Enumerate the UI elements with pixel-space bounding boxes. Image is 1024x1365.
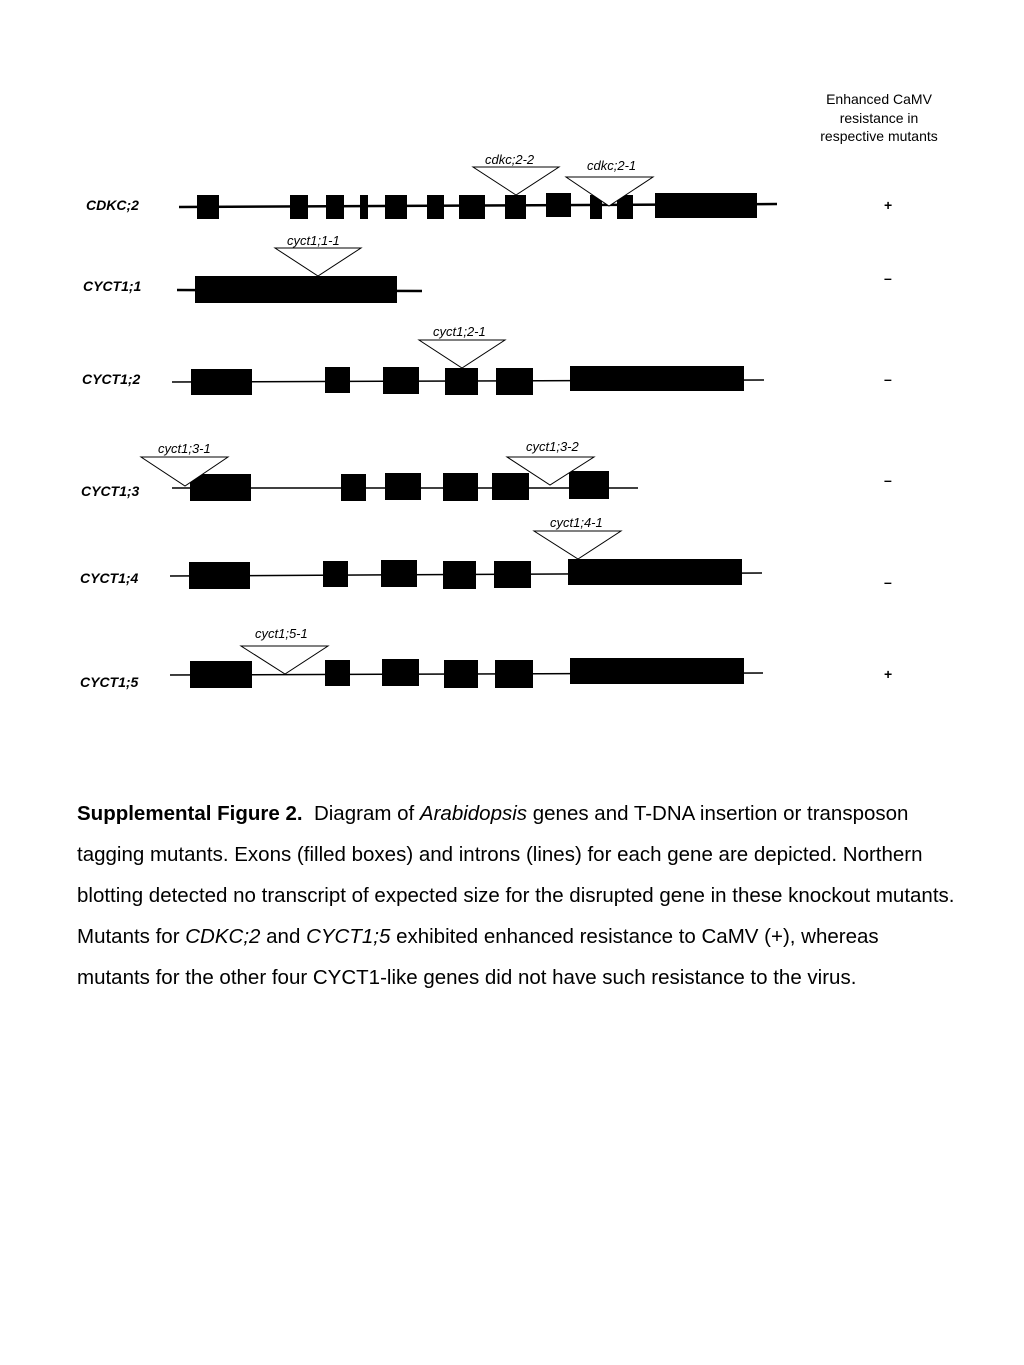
resistance-header-line: Enhanced CaMV bbox=[826, 91, 932, 107]
gene-row-cyct1-4 bbox=[80, 515, 892, 590]
gene-label: CDKC;2 bbox=[86, 197, 139, 213]
insertion-triangle bbox=[275, 248, 361, 276]
resistance-mark: – bbox=[884, 472, 892, 488]
exon-box bbox=[459, 195, 485, 219]
exon-box bbox=[195, 276, 397, 303]
gene-row-cyct1-5 bbox=[80, 626, 892, 690]
exon-box bbox=[325, 367, 350, 393]
exon-box bbox=[197, 195, 219, 219]
insertion-triangle bbox=[419, 340, 505, 368]
gene-row-cdkc2 bbox=[86, 152, 892, 219]
exon-box bbox=[495, 660, 533, 688]
exon-box bbox=[190, 661, 252, 688]
caption-title: Supplemental Figure 2. bbox=[77, 802, 303, 825]
exon-box bbox=[445, 368, 478, 395]
resistance-mark: + bbox=[884, 197, 893, 213]
exon-box bbox=[383, 367, 419, 394]
exon-box bbox=[570, 658, 744, 684]
exon-box bbox=[191, 369, 252, 395]
exon-box bbox=[443, 561, 476, 589]
gene-label: CYCT1;5 bbox=[80, 674, 139, 690]
gene-row-cyct1-2 bbox=[82, 324, 892, 395]
gene-row-cyct1-3 bbox=[81, 439, 892, 501]
caption-species: Arabidopsis bbox=[419, 802, 528, 825]
resistance-header-line: respective mutants bbox=[820, 128, 938, 144]
insertion-triangle bbox=[566, 177, 653, 206]
exon-box bbox=[546, 193, 571, 217]
insertion-triangle bbox=[534, 531, 621, 559]
exon-box bbox=[443, 473, 478, 501]
exon-box bbox=[190, 474, 251, 501]
exon-box bbox=[360, 195, 368, 219]
caption-text: and bbox=[266, 925, 301, 948]
insertion-triangle bbox=[241, 646, 328, 674]
exon-box bbox=[189, 562, 250, 589]
exon-box bbox=[382, 659, 419, 686]
exon-box bbox=[568, 559, 742, 585]
gene-row-cyct1-1 bbox=[83, 233, 892, 303]
exon-box bbox=[341, 474, 366, 501]
exon-box bbox=[381, 560, 417, 587]
mutant-label: cdkc;2-1 bbox=[587, 158, 637, 173]
insertion-triangle bbox=[473, 167, 559, 195]
exon-box bbox=[427, 195, 444, 219]
resistance-mark: – bbox=[884, 371, 892, 387]
exon-box bbox=[444, 660, 478, 688]
mutant-label: cyct1;1-1 bbox=[287, 233, 340, 248]
caption-text: genes and T-DNA insertion or transposon tagging mutants. Exons (filled boxes) and introns (lines) for each gene are depicted. Northern blotting detected no transcript of expected size for the disrupted gene in these knockout mutants. Mutants for bbox=[77, 802, 955, 948]
caption-gene: CDKC;2 bbox=[185, 925, 261, 948]
mutant-label: cyct1;4-1 bbox=[550, 515, 603, 530]
exon-box bbox=[492, 473, 529, 500]
exon-box bbox=[385, 473, 421, 500]
exon-box bbox=[325, 660, 350, 686]
exon-box bbox=[326, 195, 344, 219]
exon-box bbox=[385, 195, 407, 219]
gene-label: CYCT1;4 bbox=[80, 570, 139, 586]
gene-label: CYCT1;3 bbox=[81, 483, 140, 499]
resistance-header-line: resistance in bbox=[839, 109, 919, 126]
mutant-label: cyct1;2-1 bbox=[433, 324, 486, 339]
caption-text: Diagram of bbox=[313, 802, 415, 825]
caption-gene: CYCT1;5 bbox=[306, 925, 391, 948]
gene-label: CYCT1;2 bbox=[82, 371, 141, 387]
exon-box bbox=[570, 366, 744, 391]
exon-box bbox=[655, 193, 757, 218]
figure-caption bbox=[77, 793, 957, 998]
resistance-mark: + bbox=[884, 666, 893, 682]
exon-box bbox=[494, 561, 531, 588]
exon-box bbox=[496, 368, 533, 395]
exon-box bbox=[505, 195, 526, 219]
mutant-label: cyct1;3-2 bbox=[526, 439, 579, 454]
mutant-label: cdkc;2-2 bbox=[485, 152, 535, 167]
mutant-label: cyct1;5-1 bbox=[255, 626, 308, 641]
exon-box bbox=[569, 471, 609, 499]
gene-label: CYCT1;1 bbox=[83, 278, 142, 294]
caption-text: exhibited enhanced resistance to CaMV (+), whereas mutants for the other four CYCT1-like genes did not have such resistance to the virus. bbox=[77, 925, 879, 989]
resistance-mark: – bbox=[884, 574, 892, 590]
exon-box bbox=[290, 195, 308, 219]
exon-box bbox=[323, 561, 348, 587]
resistance-mark: – bbox=[884, 270, 892, 286]
mutant-label: cyct1;3-1 bbox=[158, 441, 211, 456]
